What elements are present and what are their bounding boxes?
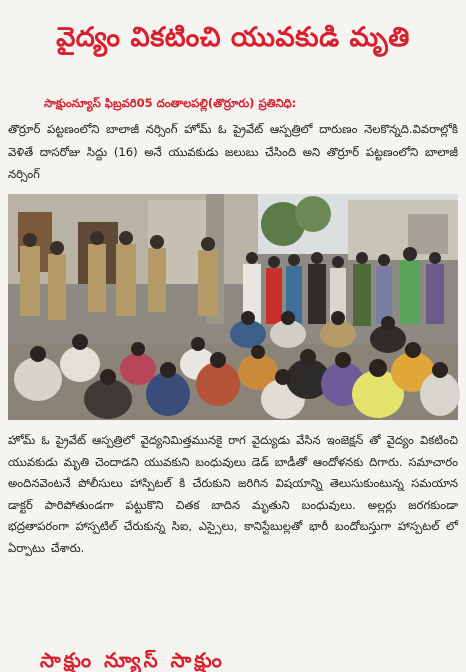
article-headline: వైద్యం వికటించి యువకుడి మృతి <box>56 22 410 53</box>
news-photo <box>8 194 458 420</box>
article-paragraph-1: తొర్రూర్ పట్టణంలోని బాలాజీ నర్సింగ్ హోమ్ ఓ ప్రైవేట్ ఆస్పత్రిలో దారుణం నెలకొన్నది.వివరాల్లోకి వెళితే దాసరోజు సిద్దు (16) అనే యువకుడు జలుబు చేసింది అని తొర్రూర్ పట్టణంలోని బాలాజీ నర్సింగ్ <box>8 122 458 181</box>
protest-crowd-photo <box>8 194 458 420</box>
article-paragraph-2: హోమ్ ఓ ప్రైవేట్ ఆస్పత్రిలో వైద్యనిమిత్తమునకై రాగ వైద్యుడు వేసిన ఇంజెక్షన్ తో వైద్యం వికటించి యువకుడు మృతి చెందాడని యువకుని బంధువులు డెడ్ బాడీతో ఆందోళనకు దిగారు. సమాచారం అందినవెంటనే పోలీసులు హాస్పిటల్ కి చేరుకుని జరిగిన విషయాన్ని తెలుసుకుంటున్న సమయాన డాక్టర్ పారిపోతుండగా పట్టుకొని చితక బాదిన మృతుని బంధువులు. అల్లర్లు జరగకుండా భద్రతాపరంగా హాస్పటిల్ చేరుకున్న సిఐ, ఎస్సైలు, కానిస్టేబుల్లతో భారీ బందోబస్తుగా హాస్పటల్ లో ఏర్పాటు చేశారు. <box>8 433 458 555</box>
footer-partial-heading <box>40 648 420 672</box>
article-dateline: సాక్షుంన్యూస్ ఫిబ్రవరి05 దంతాలపల్లి(తొర్రూరు) ప్రతినిధి: <box>44 96 297 110</box>
footer-partial-text: సాక్షుం న్యూస్ సాక్షుం <box>40 648 225 672</box>
